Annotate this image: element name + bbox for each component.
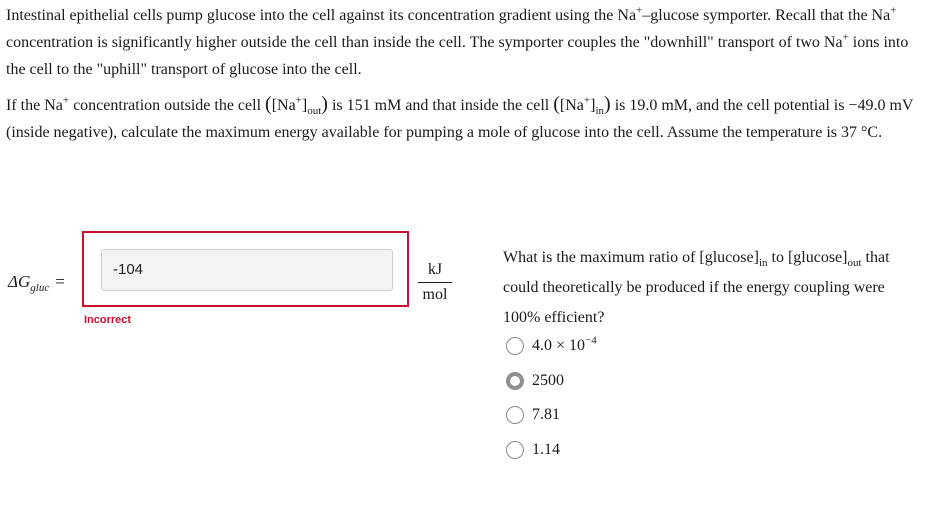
option-4[interactable] — [506, 433, 597, 468]
paren: ) — [604, 93, 611, 115]
unit-denominator: mol — [422, 286, 448, 303]
text: [Na — [559, 97, 584, 114]
delta-g-symbol: ΔG — [8, 272, 31, 291]
option-label — [532, 334, 597, 355]
radio-button[interactable] — [506, 337, 524, 355]
problem-paragraph-1 — [6, 2, 931, 83]
option-2[interactable] — [506, 364, 597, 399]
paren: ) — [321, 93, 328, 115]
text: that could theoretically be produced if the energy coupling were 100% efficient? — [503, 249, 890, 326]
option-label: 7.81 — [532, 406, 560, 424]
option-1[interactable] — [506, 329, 597, 364]
fraction-bar — [418, 282, 452, 283]
subscript: in — [758, 257, 768, 270]
delta-g-label — [8, 272, 65, 294]
ratio-question — [503, 243, 923, 333]
subscript: out — [307, 105, 322, 118]
text: [Na — [271, 97, 296, 114]
superscript: + — [295, 94, 302, 107]
text: ions into the cell to the "uphill" transport of glucose into the cell. — [6, 34, 909, 78]
superscript: + — [842, 31, 849, 44]
unit-numerator: kJ — [427, 261, 443, 278]
radio-button-selected[interactable] — [506, 372, 524, 390]
delta-g-subscript: gluc — [30, 282, 50, 294]
text: Intestinal epithelial cells pump glucose into the cell against its concentration gradient using the Na — [6, 7, 637, 24]
subscript: out — [847, 257, 862, 270]
radio-button[interactable] — [506, 406, 524, 424]
option-label: 2500 — [532, 371, 564, 389]
option-exponent: −4 — [585, 334, 597, 347]
text: –glucose symporter. Recall that the Na — [642, 7, 891, 24]
text: ] — [590, 97, 596, 114]
feedback-incorrect: Incorrect — [84, 314, 132, 326]
option-label: 1.14 — [532, 440, 560, 458]
equals-sign: = — [55, 272, 65, 291]
text: concentration is significantly higher outside the cell than inside the cell. The symporter couples the "downhill" transport of two Na — [6, 34, 843, 51]
text: If the Na — [6, 97, 63, 114]
answer-frame — [82, 231, 409, 307]
subscript: in — [595, 105, 605, 118]
text: is 151 mM and that inside the cell — [327, 97, 554, 114]
text: What is the maximum ratio of [glucose] — [503, 249, 759, 266]
problem-paragraph-2 — [6, 92, 931, 146]
text: concentration outside the cell — [69, 97, 266, 114]
text: to [glucose] — [767, 249, 848, 266]
text: ] — [301, 97, 308, 114]
option-3[interactable] — [506, 398, 597, 433]
unit-fraction — [418, 260, 452, 305]
paren: ( — [265, 93, 272, 115]
superscript: + — [583, 94, 591, 107]
superscript: + — [62, 94, 70, 107]
text: is 19.0 mM, and the cell potential is −49.0 mV (inside negative), calculate the maximum energy available for pumping a mole of glucose into the cell. Assume the temperature is 37 °C. — [6, 97, 914, 141]
radio-button[interactable] — [506, 441, 524, 459]
answer-options — [506, 329, 597, 467]
superscript: + — [890, 4, 897, 17]
option-text: 4.0 × 10 — [532, 337, 586, 355]
delta-g-input[interactable]: -104 — [101, 249, 393, 291]
superscript: + — [636, 4, 643, 17]
paren: ( — [553, 93, 560, 115]
